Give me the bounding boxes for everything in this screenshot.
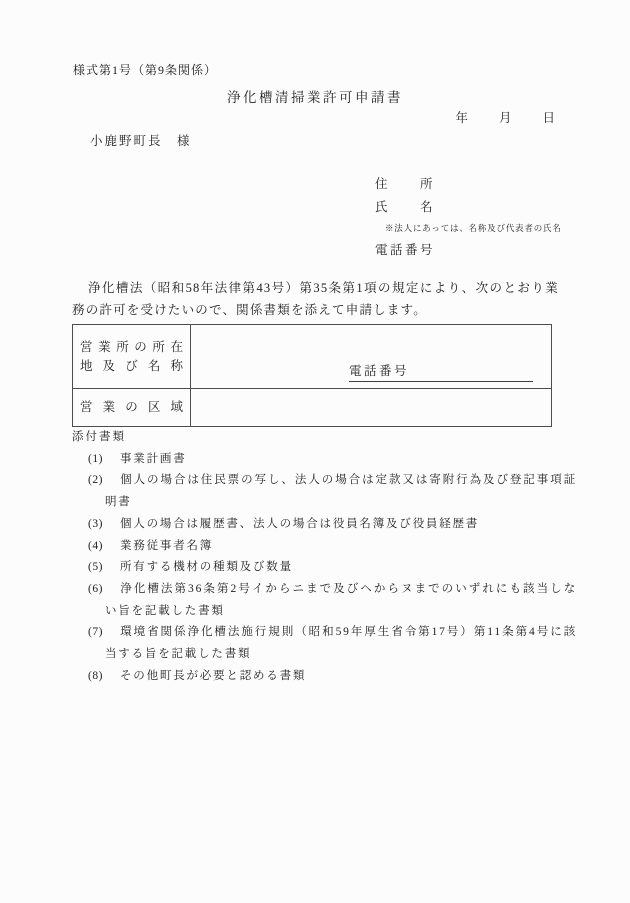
form-number: 様式第1号（第9条関係） bbox=[73, 63, 218, 77]
office-value-cell bbox=[191, 325, 552, 389]
attachment-item-number: (7) bbox=[88, 626, 103, 639]
applicant-block bbox=[375, 176, 605, 258]
name-label: 氏 名 bbox=[375, 200, 436, 214]
office-phone-label: 電話番号 bbox=[349, 361, 533, 382]
table-row-office bbox=[73, 325, 552, 389]
attachment-item-7 bbox=[88, 622, 577, 665]
attachment-item-text: 事業計画書 bbox=[120, 452, 187, 465]
business-info-table bbox=[72, 324, 552, 427]
address-label: 住 所 bbox=[375, 177, 436, 191]
attachment-item-2 bbox=[88, 470, 577, 513]
attachment-item-text: 所有する機材の種類及び数量 bbox=[120, 561, 293, 574]
attachment-item-3 bbox=[88, 514, 577, 536]
attachment-item-5 bbox=[88, 557, 577, 579]
attachment-item-1 bbox=[88, 449, 577, 471]
addressee-line: 小鹿野町長 様 bbox=[90, 134, 192, 148]
attachment-item-number: (8) bbox=[88, 669, 103, 682]
corporate-name-note: ※法人にあっては、名称及び代表者の氏名 bbox=[385, 223, 562, 233]
area-label: 営業の区域 bbox=[80, 400, 183, 414]
page-title: 浄化槽清掃業許可申請書 bbox=[227, 90, 403, 105]
office-label-line2: 地及び名称 bbox=[80, 358, 183, 373]
attachment-item-number: (3) bbox=[88, 517, 103, 530]
attachment-item-number: (2) bbox=[88, 474, 103, 487]
date-line: 年 月 日 bbox=[455, 111, 557, 125]
attachment-item-number: (6) bbox=[88, 582, 103, 595]
attachment-item-number: (1) bbox=[88, 452, 103, 465]
attachment-item-text: その他町長が必要と認める書類 bbox=[120, 669, 307, 682]
table-row-area bbox=[73, 389, 552, 427]
attachments-heading: 添付書類 bbox=[72, 431, 126, 443]
attachment-item-4 bbox=[88, 536, 577, 558]
attachment-item-number: (5) bbox=[88, 561, 103, 574]
area-value-cell bbox=[191, 389, 552, 427]
attachments-section bbox=[72, 427, 577, 687]
attachment-item-text: 環境省関係浄化槽法施行規則（昭和59年厚生省令第17号）第11条第4号に該当する旨を記載した書類 bbox=[105, 626, 577, 661]
attachment-item-text: 個人の場合は履歴書、法人の場合は役員名簿及び役員経歴書 bbox=[120, 517, 480, 530]
phone-label: 電話番号 bbox=[375, 243, 436, 257]
attachment-item-text: 浄化槽法第36条第2号イからニまで及びヘからヌまでのいずれにも該当しない旨を記載した書類 bbox=[105, 582, 577, 617]
attachment-item-8 bbox=[88, 666, 577, 688]
office-label-cell bbox=[73, 325, 191, 389]
attachment-item-number: (4) bbox=[88, 539, 103, 552]
area-label-cell bbox=[73, 389, 191, 427]
application-statement: 浄化槽法（昭和58年法律第43号）第35条第1項の規定により、次のとおり業務の許可を受けたいので、関係書類を添えて申請します。 bbox=[72, 281, 559, 317]
attachment-item-text: 業務従事者名簿 bbox=[120, 539, 214, 552]
office-label-line1: 営業所の所在 bbox=[80, 339, 183, 354]
attachment-item-6 bbox=[88, 579, 577, 622]
attachment-item-text: 個人の場合は住民票の写し、法人の場合は定款又は寄附行為及び登記事項証明書 bbox=[105, 474, 577, 509]
